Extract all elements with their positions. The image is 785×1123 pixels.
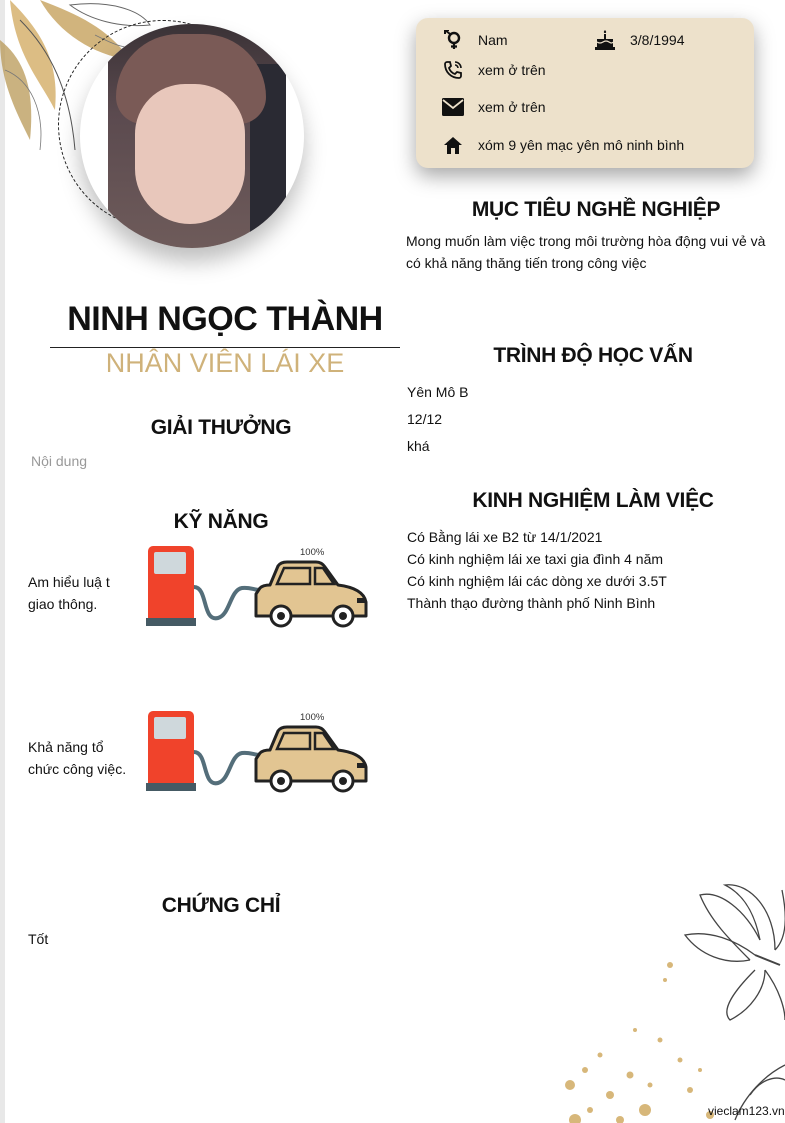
skill-percent: 100% xyxy=(300,547,325,558)
fuel-pump-icon xyxy=(146,711,260,791)
certificates-title: CHỨNG CHỈ xyxy=(161,894,281,917)
skill-meter xyxy=(142,542,372,632)
experience-title: KINH NGHIỆM LÀM VIỆC xyxy=(472,489,714,512)
career-goal-line-2: có khả năng thăng tiến trong công việc xyxy=(406,255,647,271)
education-school: Yên Mô B xyxy=(407,384,469,400)
skill-percent: 100% xyxy=(300,712,325,723)
skill-label: Am hiểu luậ t giao thông. xyxy=(28,574,110,612)
contact-address: xóm 9 yên mạc yên mô ninh bình xyxy=(442,135,684,155)
contact-gender: Nam xyxy=(442,30,508,50)
awards-content: Nội dung xyxy=(31,453,88,469)
page-edge xyxy=(0,0,5,1123)
skill-meter xyxy=(142,707,372,797)
home-icon xyxy=(442,135,464,155)
education-rank: khá xyxy=(407,438,430,454)
contact-birthday: 3/8/1994 xyxy=(594,30,685,50)
car-icon xyxy=(256,562,366,626)
brand-watermark: vieclam123.vn xyxy=(708,1104,785,1118)
experience-item: Thành thạo đường thành phố Ninh Bình xyxy=(407,595,656,611)
education-title: TRÌNH ĐỘ HỌC VẤN xyxy=(493,344,693,367)
mail-icon xyxy=(442,97,464,117)
skills-title: KỸ NĂNG xyxy=(173,510,269,533)
career-goal-line-1: Mong muốn làm việc trong môi trường hòa động vui vẻ và xyxy=(406,233,766,249)
contact-phone: xem ở trên xyxy=(442,60,546,80)
career-goal-title: MỤC TIÊU NGHỀ NGHIỆP xyxy=(471,198,721,221)
flower-decoration-icon xyxy=(550,880,785,1123)
fuel-pump-icon xyxy=(146,546,260,626)
experience-item: Có Bằng lái xe B2 từ 14/1/2021 xyxy=(407,529,603,545)
experience-item: Có kinh nghiệm lái các dòng xe dưới 3.5T xyxy=(407,573,667,589)
awards-title: GIẢI THƯỞNG xyxy=(150,416,292,439)
education-grade: 12/12 xyxy=(407,411,443,427)
phone-icon xyxy=(442,60,464,80)
avatar xyxy=(80,24,304,248)
full-name: NINH NGỌC THÀNH xyxy=(67,300,383,338)
gender-icon xyxy=(442,30,464,50)
experience-item: Có kinh nghiệm lái xe taxi gia đình 4 năm xyxy=(407,551,664,567)
contact-box xyxy=(416,18,754,168)
car-icon xyxy=(256,727,366,791)
skill-label: Khả năng tổ chức công việc. xyxy=(28,739,127,777)
certificates-content: Tốt xyxy=(28,931,49,947)
cake-icon xyxy=(594,30,616,50)
job-title: NHÂN VIÊN LÁI XE xyxy=(105,348,345,378)
contact-email: xem ở trên xyxy=(442,97,546,117)
